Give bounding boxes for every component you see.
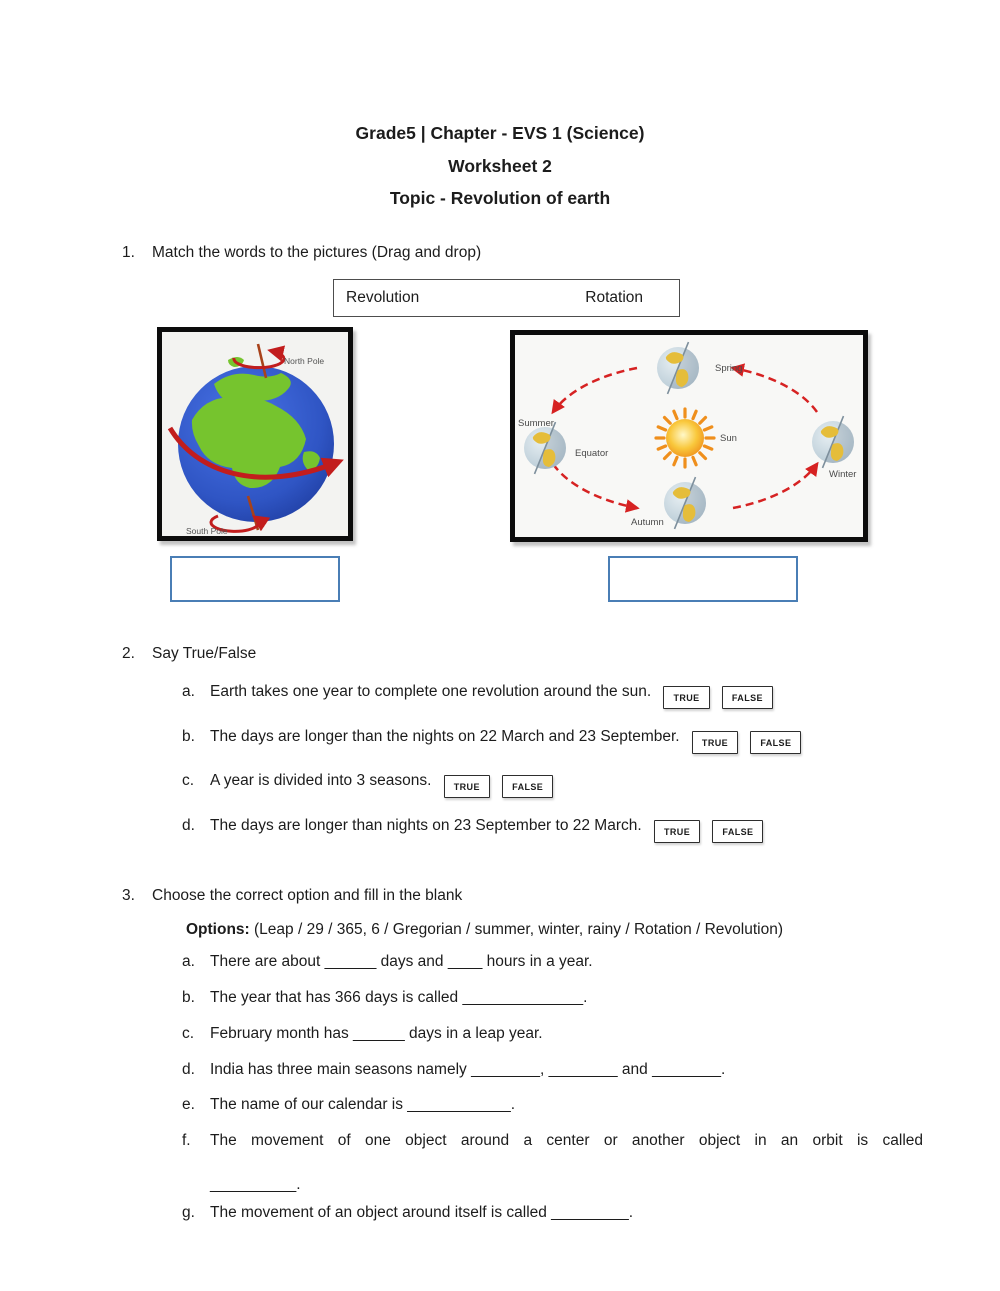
north-pole-label: North Pole: [284, 356, 325, 366]
q2-item-c: [182, 772, 553, 798]
q2-item-c-text: A year is divided into 3 seasons.: [210, 772, 432, 789]
true-button-b[interactable]: TRUE: [692, 731, 738, 754]
equator-label: Equator: [575, 448, 609, 459]
summer-label: Summer: [518, 418, 554, 429]
q3-item-d-letter: d.: [182, 1061, 195, 1078]
winter-label: Winter: [829, 469, 857, 480]
q2-item-a-text: Earth takes one year to complete one revolution around the sun.: [210, 683, 652, 700]
q3-options-label: Options:: [186, 921, 250, 938]
false-button-a[interactable]: FALSE: [722, 686, 773, 709]
false-button-c[interactable]: FALSE: [502, 775, 553, 798]
q3-item-g-text: The movement of an object around itself is called _________.: [210, 1204, 634, 1221]
q3-number: 3.: [122, 887, 135, 904]
spring-label: Spring: [715, 363, 743, 374]
true-button-d[interactable]: TRUE: [654, 820, 700, 843]
title-line-2: Worksheet 2: [448, 155, 552, 176]
true-button-a[interactable]: TRUE: [663, 686, 709, 709]
q1-drop-box-rotation[interactable]: [170, 556, 340, 602]
word-bank: [333, 279, 680, 317]
title-line-3: Topic - Revolution of earth: [389, 188, 611, 208]
drag-word-rotation[interactable]: Rotation: [585, 289, 643, 306]
q2-item-d: [182, 817, 763, 843]
q1-number: 1.: [122, 244, 135, 261]
q3-item-b-letter: b.: [182, 989, 195, 1006]
q3-item-b: [182, 989, 587, 1007]
false-button-d[interactable]: FALSE: [712, 820, 763, 843]
q3-item-c-text: February month has ______ days in a leap year.: [210, 1025, 543, 1042]
autumn-label: Autumn: [631, 517, 664, 528]
q2-item-a: [182, 683, 773, 709]
q3-item-e-letter: e.: [182, 1096, 195, 1113]
q2-prompt-text: Say True/False: [152, 645, 257, 662]
q3-item-f-text: The movement of one object around a center or another object in an orbit is called: [210, 1132, 923, 1149]
q3-options-line: [186, 921, 783, 939]
q2-item-b: [182, 728, 801, 754]
q3-item-f-letter: f.: [182, 1132, 191, 1149]
q3-item-d-text: India has three main seasons namely ________, ________ and ________.: [210, 1061, 726, 1078]
q2-item-d-letter: d.: [182, 817, 195, 834]
q3-options-text: (Leap / 29 / 365, 6 / Gregorian / summer, winter, rainy / Rotation / Revolution): [249, 921, 784, 938]
q3-item-e: [182, 1096, 515, 1114]
q3-item-a: [182, 953, 593, 971]
q3-item-f: [182, 1132, 923, 1194]
q3-item-e-text: The name of our calendar is ____________.: [210, 1096, 516, 1113]
q3-item-a-text: There are about ______ days and ____ hours in a year.: [210, 953, 593, 970]
true-button-c[interactable]: TRUE: [444, 775, 490, 798]
sun-label: Sun: [720, 433, 737, 444]
revolution-diagram-svg: [515, 335, 863, 537]
q2-item-c-letter: c.: [182, 772, 195, 789]
q3-item-b-text: The year that has 366 days is called ______________.: [210, 989, 588, 1006]
q3-item-g: [182, 1204, 633, 1222]
revolution-diagram-image: [510, 330, 868, 542]
q3-item-a-letter: a.: [182, 953, 195, 970]
q3-item-c: [182, 1025, 543, 1043]
q2-item-d-text: The days are longer than nights on 23 September to 22 March.: [210, 817, 642, 834]
q3-item-d: [182, 1061, 725, 1079]
q1-drop-box-revolution[interactable]: [608, 556, 798, 602]
q2-number: 2.: [122, 645, 135, 662]
q2-item-b-text: The days are longer than the nights on 22 March and 23 September.: [210, 728, 680, 745]
q3-prompt: [122, 887, 462, 905]
worksheet-title: [0, 117, 1000, 215]
rotation-globe-svg: [162, 332, 348, 536]
q3-item-g-letter: g.: [182, 1204, 195, 1221]
q2-prompt: [122, 645, 256, 663]
false-button-b[interactable]: FALSE: [750, 731, 801, 754]
title-line-1: Grade5 | Chapter - EVS 1 (Science): [355, 123, 645, 143]
q1-prompt-text: Match the words to the pictures (Drag and drop): [152, 244, 482, 261]
q3-item-f-blank: __________.: [210, 1176, 301, 1193]
q3-item-c-letter: c.: [182, 1025, 195, 1042]
sun-icon: [656, 409, 714, 467]
q2-item-a-letter: a.: [182, 683, 195, 700]
rotation-globe-image: [157, 327, 353, 541]
q1-prompt: [122, 244, 481, 262]
drag-word-revolution[interactable]: Revolution: [346, 289, 420, 306]
q3-prompt-text: Choose the correct option and fill in the blank: [152, 887, 463, 904]
south-pole-label: South Pole: [186, 526, 228, 536]
q2-item-b-letter: b.: [182, 728, 195, 745]
